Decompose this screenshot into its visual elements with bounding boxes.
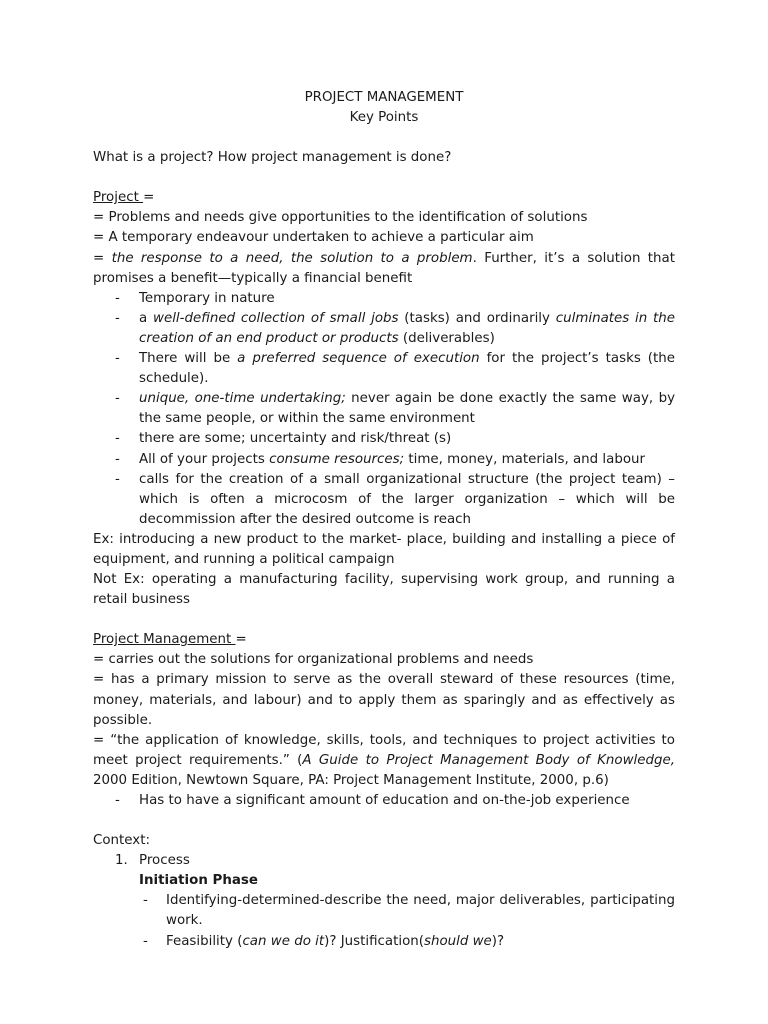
context-heading: Context: bbox=[93, 833, 150, 849]
project-def-3: = the response to a need, the solution to a problem. Further, it’s a solution that promises a benefit—typically a financial benefit bbox=[93, 250, 675, 286]
pm-list bbox=[93, 791, 675, 811]
list-item: - Temporary in nature bbox=[93, 289, 675, 309]
pm-def-1: = carries out the solutions for organizational problems and needs bbox=[93, 652, 534, 668]
list-item: - Feasibility (can we do it)? Justification(should we)? bbox=[93, 932, 675, 952]
list-item: - unique, one-time undertaking; never again be done exactly the same way, by the same people, or within the same environment bbox=[93, 389, 675, 429]
pm-heading-label: Project Management bbox=[93, 632, 236, 648]
project-def-1: = Problems and needs give opportunities to the identification of solutions bbox=[93, 210, 588, 226]
list-item: - a well-defined collection of small jobs (tasks) and ordinarily culminates in the creation of an end product or products (deliverables) bbox=[93, 309, 675, 349]
document-subtitle: Key Points bbox=[349, 110, 419, 126]
project-example: Ex: introducing a new product to the market- place, building and installing a piece of equipment, and running a political campaign bbox=[93, 531, 675, 567]
numbered-item bbox=[93, 851, 675, 871]
pm-def-3: = “the application of knowledge, skills, tools, and techniques to project activities to meet project requirements.” (A Guide to Project Management Body of Knowledge, 2000 Edition, Newtown Square, PA: Project Management Institute, 2000, p.6) bbox=[93, 732, 675, 788]
list-item: - there are some; uncertainty and risk/threat (s) bbox=[93, 429, 675, 449]
project-characteristics-list bbox=[93, 289, 675, 530]
document-title: PROJECT MANAGEMENT bbox=[304, 90, 464, 105]
pm-def-2: = has a primary mission to serve as the overall steward of these resources (time, money, materials, and labour) and to apply them as sparingly and as effectively as possible. bbox=[93, 672, 675, 728]
item-label: Process bbox=[139, 853, 190, 869]
pm-heading-eq: = bbox=[235, 632, 247, 648]
pm-heading bbox=[93, 630, 675, 650]
list-item: - Has to have a significant amount of education and on-the-job experience bbox=[93, 791, 675, 811]
project-def-2: = A temporary endeavour undertaken to achieve a particular aim bbox=[93, 230, 534, 246]
list-item: - There will be a preferred sequence of execution for the project’s tasks (the schedule). bbox=[93, 349, 675, 389]
project-non-example: Not Ex: operating a manufacturing facility, supervising work group, and running a retail business bbox=[93, 572, 675, 608]
project-heading-label: Project bbox=[93, 190, 144, 206]
list-item: - All of your projects consume resources; time, money, materials, and labour bbox=[93, 450, 675, 470]
project-heading bbox=[93, 188, 675, 208]
list-item: - Identifying-determined-describe the need, major deliverables, participating work. bbox=[93, 891, 675, 931]
list-item: - calls for the creation of a small organizational structure (the project team) – which is often a microcosm of the larger organization – which will be decommission after the desired outcome is reach bbox=[93, 470, 675, 530]
project-heading-eq: = bbox=[143, 190, 155, 206]
document-body bbox=[93, 88, 675, 952]
initiation-phase-list bbox=[93, 891, 675, 951]
item-number: 1. bbox=[115, 853, 128, 869]
intro-question: What is a project? How project management is done? bbox=[93, 150, 452, 166]
phase-heading: Initiation Phase bbox=[139, 873, 258, 889]
